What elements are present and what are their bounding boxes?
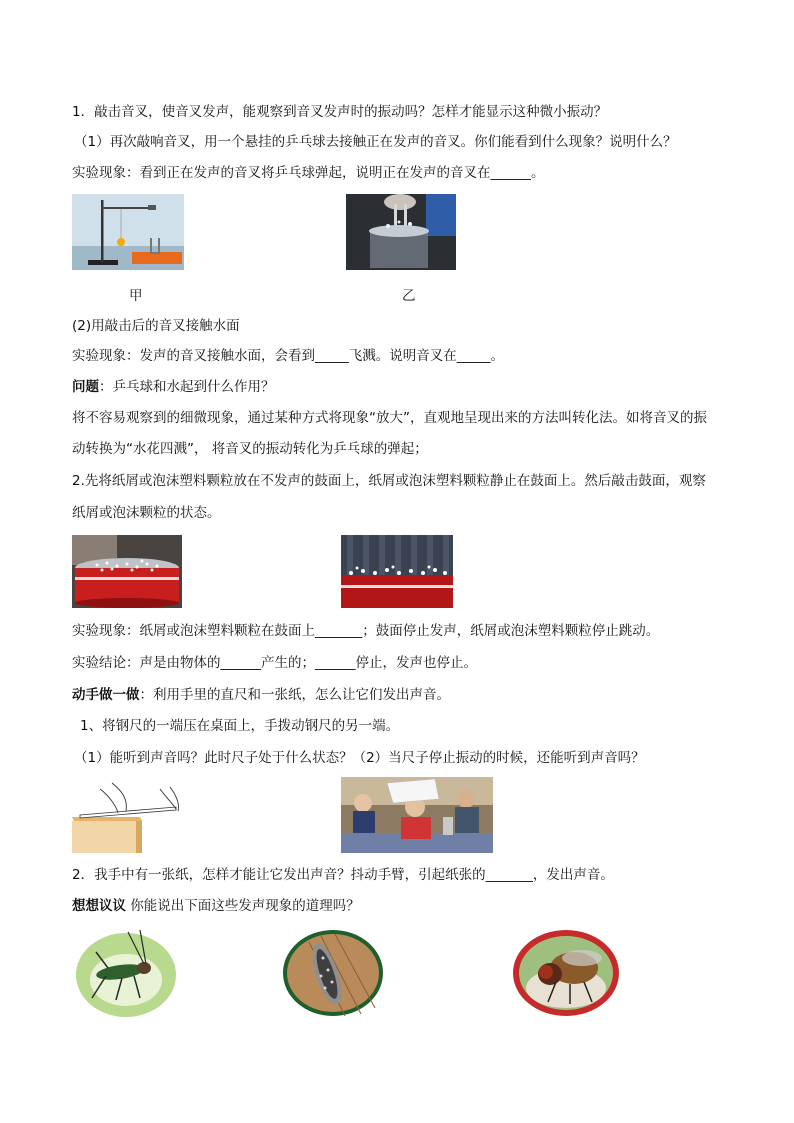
question-1-title: 1．敲击音叉，使音叉发声，能观察到音叉发声时的振动吗？怎样才能显示这种微小振动？ [72, 104, 608, 120]
observation-1: 实验现象：看到正在发声的音叉将乒乓球弹起，说明正在发声的音叉在______。 [72, 165, 545, 181]
hands-on-step-1-questions: （1）能听到声音吗？此时尺子处于什么状态？（2）当尺子停止振动的时候，还能听到声音吗？ [74, 750, 645, 766]
figure-students-paper [341, 777, 493, 853]
image-cicada [281, 928, 385, 1018]
image-fly [512, 928, 620, 1018]
question-line [72, 378, 722, 396]
figure-ruler-on-table [72, 777, 182, 853]
question-2-line-2: 纸屑或泡沫颗粒的状态。 [72, 505, 221, 521]
hands-on-line [72, 686, 722, 704]
hands-on-label: 动手做一做 [72, 687, 140, 703]
method-text-line-1: 将不容易观察到的细微现象，通过某种方式将现象“放大”，直观地呈现出来的方法叫转化法。如将音叉的振 [72, 410, 707, 426]
hands-on-text: ：利用手里的直尺和一张纸，怎么让它们发出声音。 [139, 687, 450, 703]
figure-caption-a: 甲 [129, 288, 143, 304]
figure-tuning-fork-water [346, 194, 456, 270]
conclusion-drum: 实验结论：声是由物体的______产生的；______停止，发声也停止。 [72, 655, 477, 671]
figure-drum-1 [72, 535, 182, 608]
method-text-line-2: 动转换为“水花四溅”， 将音叉的振动转化为乒乓球的弹起； [72, 441, 428, 457]
question-text: ：乒乓球和水起到什么作用？ [99, 379, 275, 395]
observation-drum: 实验现象：纸屑或泡沫塑料颗粒在鼓面上_______；鼓面停止发声，纸屑或泡沫塑料颗粒停止跳动。 [72, 623, 660, 639]
question-2-line-1: 2.先将纸屑或泡沫塑料颗粒放在不发声的鼓面上，纸屑或泡沫塑料颗粒静止在鼓面上。然后敲击鼓面，观察 [72, 473, 706, 489]
hands-on-step-1: 1、将钢尺的一端压在桌面上，手拨动钢尺的另一端。 [80, 718, 400, 734]
think-discuss-label: 想想议议 [72, 898, 126, 914]
think-discuss-text: 你能说出下面这些发声现象的道理吗？ [126, 898, 360, 914]
hands-on-step-2: 2．我手中有一张纸，怎样才能让它发出声音？抖动手臂，引起纸张的_______，发出声音。 [72, 867, 614, 883]
observation-2: 实验现象：发声的音叉接触水面，会看到_____飞溅。说明音叉在_____。 [72, 348, 504, 364]
figure-drum-2 [341, 535, 453, 608]
image-cricket [74, 928, 178, 1018]
figure-tuning-fork-pingpong [72, 194, 184, 270]
think-discuss-line [72, 897, 722, 915]
question-label: 问题 [72, 379, 99, 395]
question-1-part-2: (2)用敲击后的音叉接触水面 [72, 318, 240, 334]
figure-caption-b: 乙 [402, 288, 416, 304]
question-1-part-1: （1）再次敲响音叉，用一个悬挂的乒乓球去接触正在发声的音叉。你们能看到什么现象？说明什么？ [74, 134, 677, 150]
